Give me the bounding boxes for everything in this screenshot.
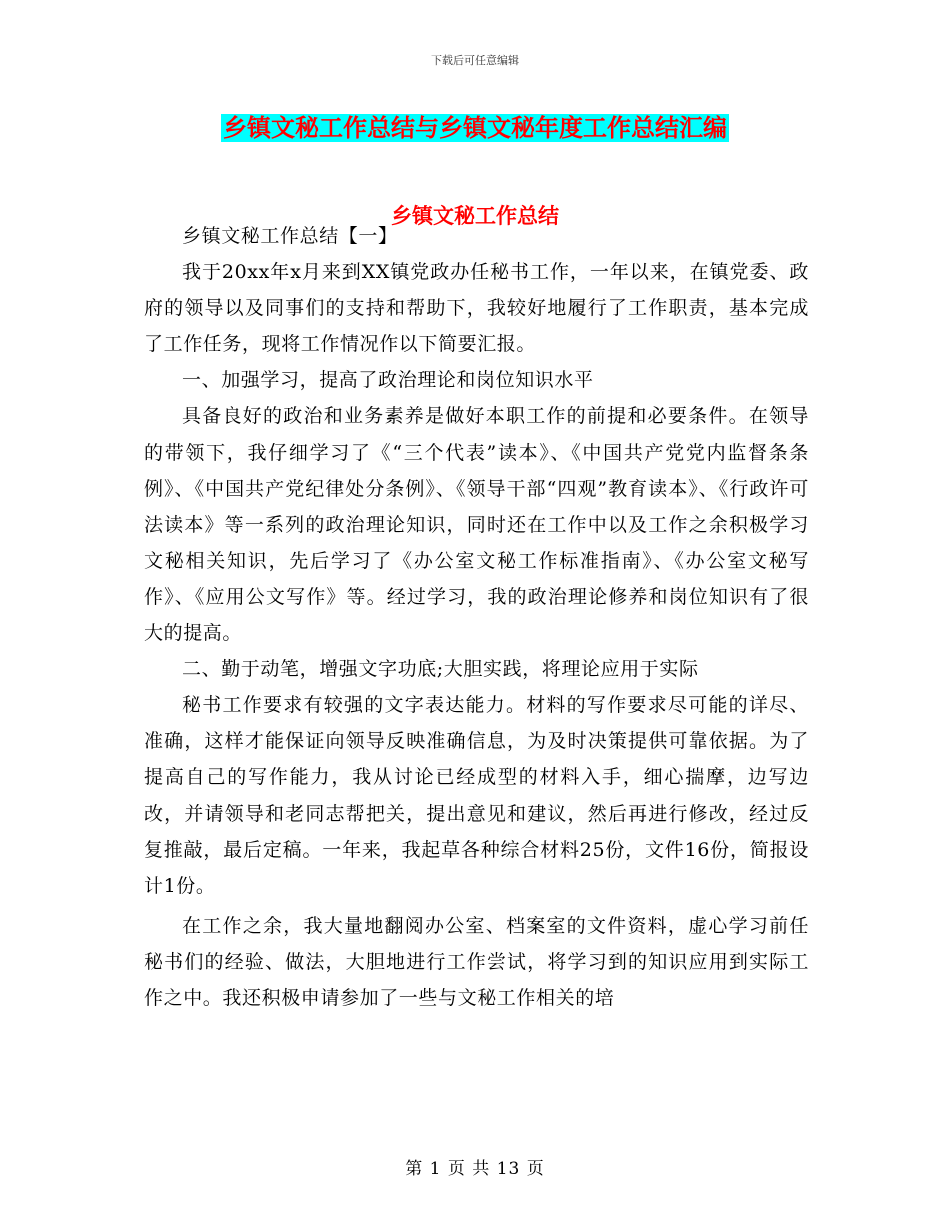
page-number: 第 1 页 共 13 页 <box>405 1159 545 1179</box>
paragraph-heading: 二、勤于动笔，增强文字功底;大胆实践，将理论应用于实际 <box>182 658 699 681</box>
document-main-title <box>0 110 950 146</box>
paragraph: 具备良好的政治和业务素养是做好本职工作的前提和必要条件。在领导的带领下，我仔细学习了《“三个代表”读本》、《中国共产党党内监督条条例》、《中国共产党纪律处分条例》、《领导干部“四观”教育读本》、《行政许可法读本》等一系列的政治理论知识，同时还在工作中以及工作之余积极学习文秘相关知识，先后学习了《办公室文秘工作标准指南》、《办公室文秘写作》、《应用公文写作》等。经过学习，我的政治理论修养和岗位知识有了很大的提高。 <box>144 405 809 645</box>
paragraph-heading: 一、加强学习，提高了政治理论和岗位知识水平 <box>182 369 594 392</box>
paragraph-subtitle: 乡镇文秘工作总结【一】 <box>182 225 398 247</box>
page-header-note: 下载后可任意编辑 <box>431 54 519 67</box>
main-title-highlight: 乡镇文秘工作总结与乡镇文秘年度工作总结汇编 <box>223 114 727 142</box>
document-body <box>144 218 809 1016</box>
paragraph: 在工作之余，我大量地翻阅办公室、档案室的文件资料，虚心学习前任秘书们的经验、做法，大胆地进行工作尝试，将学习到的知识应用到实际工作之中。我还积极申请参加了一些与文秘工作相关的培 <box>144 914 809 1009</box>
paragraph: 秘书工作要求有较强的文字表达能力。材料的写作要求尽可能的详尽、准确，这样才能保证向领导反映准确信息，为及时决策提供可靠依据。为了提高自己的写作能力，我从讨论已经成型的材料入手，细心揣摩，边写边改，并请领导和老同志帮把关，提出意见和建议，然后再进行修改，经过反复推敲，最后定稿。一年来，我起草各种综合材料25份，文件16份，简报设计1份。 <box>144 694 809 897</box>
section-title: 乡镇文秘工作总结 <box>391 204 559 228</box>
paragraph: 我于20xx年x月来到XX镇党政办任秘书工作，一年以来，在镇党委、政府的领导以及同事们的支持和帮助下，我较好地履行了工作职责，基本完成了工作任务，现将工作情况作以下简要汇报。 <box>144 261 809 356</box>
